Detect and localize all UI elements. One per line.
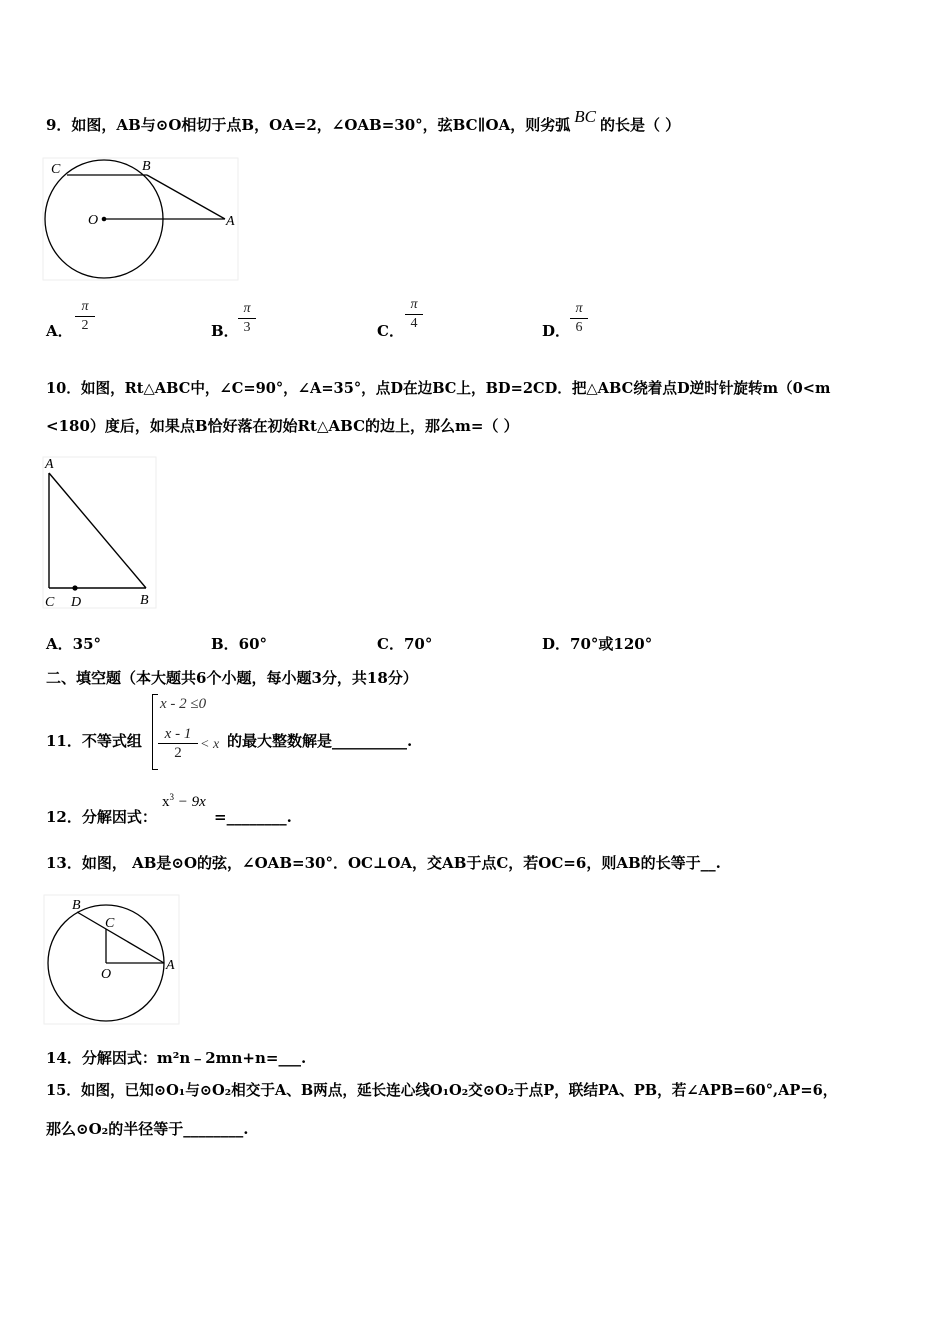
- q9-option-d-letter: D．: [542, 322, 571, 340]
- q9-option-a-fraction: [75, 299, 95, 334]
- q12-expr-rest: − 9x: [174, 794, 206, 810]
- q9-option-b-fraction: [238, 301, 256, 336]
- q12-expression: [162, 792, 206, 811]
- q9-option-a-den: 2: [81, 318, 89, 333]
- q13-label-b: B: [72, 898, 81, 913]
- q9-option-a-num: π: [81, 299, 89, 314]
- q10-option-b: B．60°: [211, 635, 268, 653]
- q9-option-c-den: 4: [410, 316, 418, 331]
- q9-stem-before: 9．如图，AB与⊙O相切于点B，OA=2，∠OAB=30°，弦BC∥OA，则劣弧: [46, 116, 571, 134]
- q11-inequality-2-rhs: < x: [200, 737, 220, 752]
- q12-prefix: 12．分解因式：: [46, 808, 157, 826]
- q15-stem-line2: 那么⊙O₂的半径等于________.: [46, 1120, 249, 1138]
- q9-option-b-den: 3: [243, 320, 251, 335]
- q9-option-b-num: π: [243, 301, 251, 316]
- q11-prefix: 11．不等式组: [46, 732, 142, 750]
- q9-figure: [42, 156, 242, 282]
- q10-label-d: D: [71, 595, 82, 610]
- q10-stem-line1: 10．如图，Rt△ABC中，∠C=90°，∠A=35°，点D在边BC上，BD=2CD．把△ABC绕着点D逆时针旋转m（0<m: [46, 380, 831, 397]
- q11-fraction-num: x - 1: [164, 726, 192, 742]
- q13-label-a: A: [166, 958, 175, 973]
- q9-center-dot: [102, 217, 107, 222]
- q15-stem-line1: 15．如图，已知⊙O₁与⊙O₂相交于A、B两点，延长连心线O₁O₂交⊙O₂于点P，联结PA、PB，若∠APB=60°,AP=6，: [46, 1082, 838, 1099]
- q9-option-c-letter: C．: [377, 322, 404, 340]
- q14-stem: 14．分解因式：m²n﹣2mn+n=___.: [46, 1049, 307, 1067]
- q10-option-c: C．70°: [377, 635, 433, 653]
- q9-option-a-letter: A．: [46, 322, 73, 340]
- q13-chord-ab: [77, 912, 164, 963]
- q11-fraction-den: 2: [174, 745, 182, 761]
- q9-stem: [46, 107, 681, 134]
- q9-option-c-num: π: [410, 297, 418, 312]
- q12-suffix: =________.: [214, 808, 292, 826]
- q10-label-b: B: [140, 593, 149, 608]
- q11-suffix: 的最大整数解是__________.: [227, 732, 413, 750]
- q13-figure: [43, 893, 183, 1027]
- q12-expr-base: x: [162, 794, 170, 810]
- q13-label-c: C: [105, 916, 115, 931]
- q10-label-c: C: [45, 595, 55, 610]
- q10-label-a: A: [45, 457, 54, 472]
- q9-option-b-letter: B．: [211, 322, 239, 340]
- q10-option-d: D．70°或120°: [542, 635, 653, 653]
- q9-label-a: A: [226, 214, 235, 229]
- q10-option-a: A．35°: [46, 635, 102, 653]
- q9-label-c: C: [51, 162, 61, 177]
- section2-title: 二、填空题（本大题共6个小题，每小题3分，共18分）: [46, 669, 418, 687]
- q9-label-b: B: [142, 159, 151, 174]
- q9-option-d-den: 6: [575, 320, 583, 335]
- q9-arc-label: BC: [574, 107, 596, 126]
- q9-option-d-fraction: [570, 301, 588, 336]
- q10-point-d: [72, 585, 77, 590]
- q10-side-ab: [49, 473, 146, 588]
- q10-stem-line2: <180）度后，如果点B恰好落在初始Rt△ABC的边上，那么m=（ ）: [46, 417, 519, 435]
- q9-option-c-fraction: [405, 297, 423, 332]
- q10-figure: [42, 455, 160, 612]
- q11-inequality-1: x - 2 ≤0: [160, 696, 207, 712]
- q9-option-d-num: π: [575, 301, 583, 316]
- q12-expr-exponent: 3: [169, 792, 174, 802]
- q13-label-o: O: [101, 967, 112, 982]
- q9-stem-after: 的长是（ ）: [599, 116, 681, 134]
- q11-fraction: [158, 726, 198, 761]
- q13-stem: 13．如图， AB是⊙O的弦，∠OAB=30°．OC⊥OA，交AB于点C，若OC=6，则AB的长等于__.: [46, 854, 721, 872]
- q9-label-o: O: [88, 213, 99, 228]
